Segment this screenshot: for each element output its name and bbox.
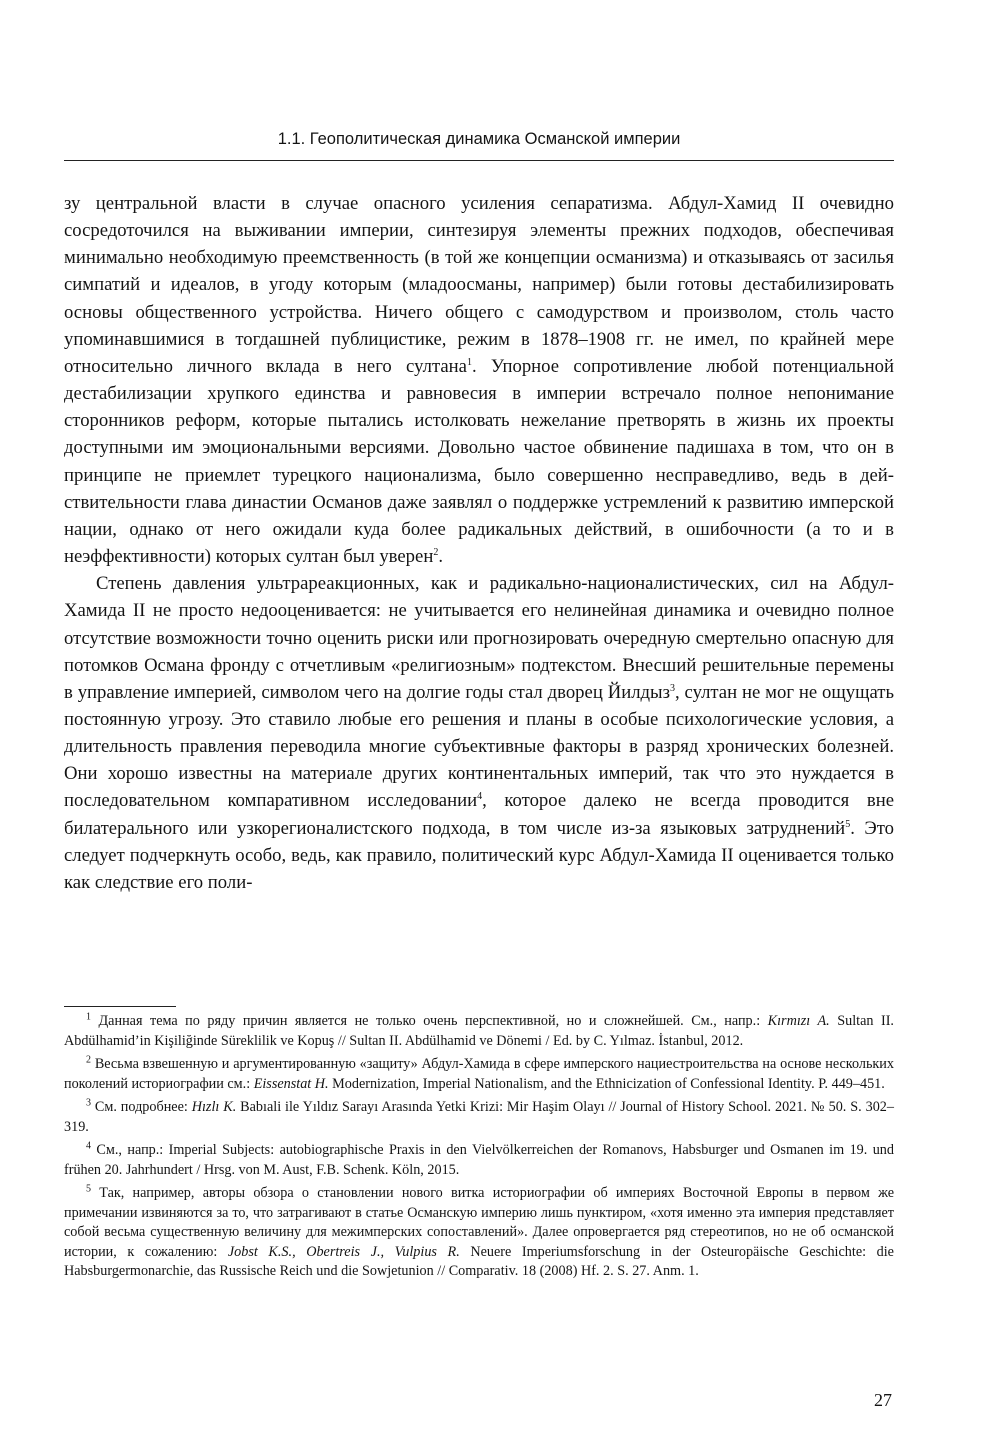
running-header: 1.1. Геополитическая динамика Османской империи (277, 130, 681, 148)
footnote-3 (64, 1098, 894, 1137)
footnotes (64, 1012, 894, 1286)
page-number: 27 (874, 1390, 892, 1410)
footnote-number: 5 (86, 1183, 91, 1195)
paragraph-text: , султан не мог не ощущать постоянную угрозу. Это ставило любые его решения и планы в особые психологические условия, а длительность правления переводила многие субъективные факторы в разряд хронических болезней. Они хорошо известны на материале других континентальных империй, так что это нуждается в последовательном компаративном исследовании (64, 681, 894, 812)
footnote-ref[interactable]: 4 (477, 791, 483, 803)
footnote-number: 4 (86, 1140, 91, 1152)
footnote-5 (64, 1184, 894, 1282)
footnote-ref[interactable]: 5 (845, 818, 851, 830)
paragraph-text: . Это следует подчеркнуть особо, ведь, как правило, политический курс Абдул-Хамида II оценивается только как следствие его поли- (64, 817, 894, 893)
footnote-ref[interactable]: 3 (669, 682, 675, 694)
main-text (64, 190, 894, 896)
footnote-text: Modernization, Imperial Nationalism, and the Ethnicization of Confessional Identity. P. 449–451. (328, 1075, 885, 1092)
paragraph-text: , которое далеко не всегда проводится вне билатерального или узкорегионалистского подхода, в том числе из-за языковых затруднений (64, 790, 894, 839)
footnote-ref[interactable]: 2 (433, 546, 439, 558)
footnote-text: Весьма взвешенную и аргументированную «защиту» Абдул-Хамида в сфере имперского нациестроительства на основе нескольких поколений историографии см.: (64, 1056, 894, 1092)
footnote-author: Kırmızı A. (767, 1013, 830, 1029)
footnote-text: Данная тема по ряду причин является не только очень перспективной, но и сложнейшей. См., напр.: (91, 1013, 768, 1029)
footnote-text: Sultan II. Abdülhamid’in Kişiliğinde Süreklilik ve Kopuş // Sultan II. Abdülhamid ve Dönemi / Ed. by C. Yılmaz. İstanbul, 2012. (64, 1013, 894, 1049)
footnote-number: 3 (86, 1097, 91, 1109)
paragraph-2 (64, 570, 894, 896)
footnote-1 (64, 1012, 894, 1051)
footnote-author: Hızlı K. (191, 1099, 237, 1115)
footnote-text: Так, например, авторы обзора о становлении нового витка историографии об империях Восточной Европы в первом же примечании извиняются за то, что затрагивают в статье Османскую империю лишь пунктиром, «хотя именно эта империя представляет собой весьма существенную величину для межимперских сопоставлений». Далее опровергается ряд стереотипов, но не об османской истории, к сожалению: (64, 1185, 894, 1260)
footnote-4 (64, 1141, 894, 1180)
footnote-rule (64, 1006, 176, 1007)
paragraph-text: . Упорное сопротивление любой потенциальной дестабилизации хрупкого единства и равновесия в империи встречало полное непонимание сторонников реформ, которые пытались истолковать нежелание претворять в жизнь их проекты доступными им эмоциональными версиями. Довольно частое обвинение падишаха в том, что он в принципе не приемлет турецкого национализма, было совершенно несправедливо, ведь в действительности глава династии Османов даже заявлял о поддержке устремлений к развитию имперской нации, однако от него ожидали куда более радикальных действий, в ошибочности (а то и в неэффективности) которых султан был уверен (64, 355, 894, 568)
paragraph-text: зу центральной власти в случае опасного усиления сепаратизма. Абдул-Хамид II очевидно сосредоточился на выживании империи, синтезируя элементы прежних подходов, обеспечивая минимально необходимую преемственность (в той же концепции османизма) и отказываясь от засилья симпатий и идеалов, в угоду которым (младоосманы, например) были готовы дестабилизировать основы общественного устройства. Ничего общего с самодурством и произволом, столь часто упоминавшимися в тогдашней публицистике, режим в 1878–1908 гг. не имел, по крайней мере относительно личного вклада в него султана (64, 193, 894, 377)
footnote-2 (64, 1055, 894, 1094)
footnote-text: Neuere Imperiumsforschung in der Osteuropäische Geschichte: die Habsburgermonarchie, das Russische Reich und die Sowjetunion // Comparativ. 18 (2008) Hf. 2. S. 27. Anm. 1. (64, 1243, 894, 1279)
footnote-author: Jobst K.S., Obertreis J., Vulpius R. (227, 1243, 460, 1260)
footnote-ref[interactable]: 1 (466, 356, 472, 368)
paragraph-text: . (438, 546, 443, 568)
footnote-text: См., напр.: Imperial Subjects: autobiographische Praxis in den Vielvölkerreichen der Romanovs, Habsburger und Osmanen im 19. und frühen 20. Jahrhundert / Hrsg. von M. Aust, F.B. Schenk. Köln, 2015. (64, 1142, 894, 1178)
footnote-text: См. подробнее: (91, 1099, 192, 1115)
footnote-number: 1 (86, 1011, 91, 1023)
header-rule (64, 160, 894, 161)
footnote-text: Babıali ile Yıldız Sarayı Arasında Yetki Krizi: Mir Haşim Olayı // Journal of History School. 2021. № 50. S. 302–319. (64, 1099, 894, 1135)
footnote-author: Eissenstat H. (253, 1075, 329, 1092)
footnote-number: 2 (86, 1054, 91, 1066)
paragraph-text: Степень давления ультрареакционных, как и радикально-националистических, сил на Абдул-Хамида II не просто недооценивается: не учитывается его нелинейная динамика и очевидно полное отсутствие возможности точно оценить риски или прогнозировать очередную смертельно опасную для потомков Османа фронду с отчетливым «религиозным» подтекстом. Внесший решительные перемены в управление империей, символом чего на долгие годы стал дворец Йилдыз (64, 573, 894, 703)
paragraph-1 (64, 190, 894, 570)
